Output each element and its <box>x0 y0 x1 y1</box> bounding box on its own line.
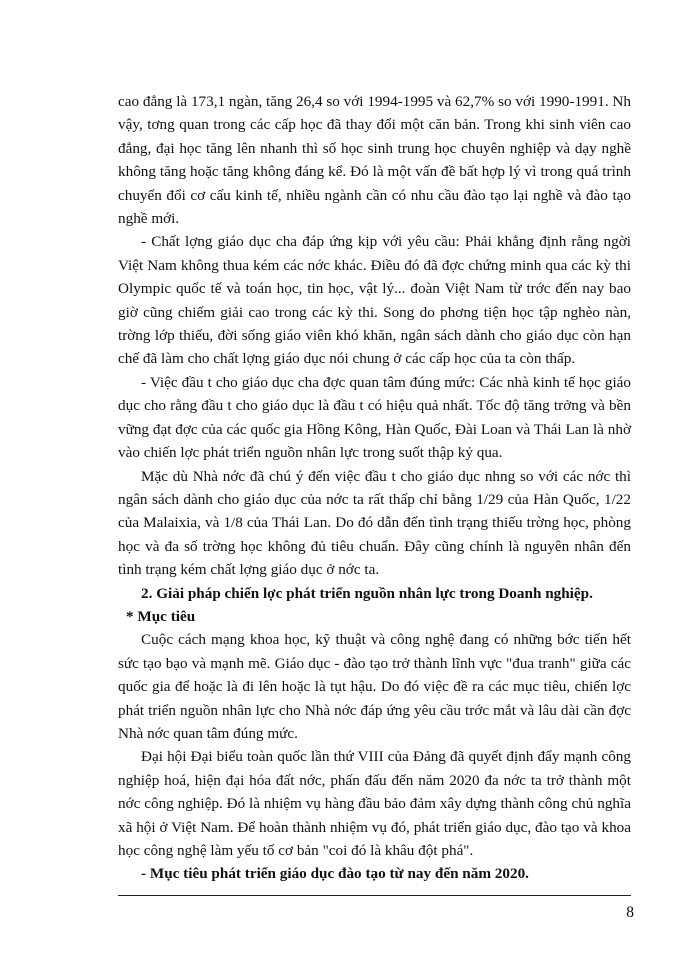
page-number: 8 <box>626 904 634 921</box>
paragraph-party-congress: Đại hội Đại biểu toàn quốc lần thứ VIII của Đảng đã quyết định đẩy mạnh công nghiệp hoá, hiện đại hóa đất nớc, phấn đấu đến năm 2020 đa nớc ta trở thành một nớc công nghiệp. Đó là nhiệm vụ hàng đầu bảo đảm xây dựng thành công chủ nghĩa xã hội ở Việt Nam. Để hoàn thành nhiệm vụ đó, phát triển giáo dục, đào tạo và khoa học công nghệ làm yếu tố cơ bản "coi đó là khâu đột phá". <box>118 748 631 859</box>
paragraph-education-investment: - Việc đầu t cho giáo dục cha đợc quan tâm đúng mức: Các nhà kinh tế học giáo dục cho rằng đầu t cho giáo dục là đầu t có hiệu quả nhất. Tốc độ tăng trởng và bền vững đạt đợc của các quốc gia Hồng Kông, Hàn Quốc, Đài Loan và Thái Lan là nhờ vào chiến lợc phát triển nguồn nhân lực trong suốt thập kỷ qua. <box>118 373 631 462</box>
paragraph-education-quality: - Chất lợng giáo dục cha đáp ứng kịp với yêu cầu: Phải khẳng định rằng ngời Việt Nam không thua kém các nớc khác. Điều đó đã đợc chứng minh qua các kỳ thi Olympic quốc tế và toán học, tin học, vật lý... đoàn Việt Nam từ trớc đến nay bao giờ cũng chiếm giải cao trong các kỳ thi. Song do phơng tiện học tập nghèo nàn, trờng lớp thiếu, đời sống giáo viên khó khăn, ngân sách dành cho giáo dục còn hạn chế đã làm cho chất lợng giáo dục nói chung ở các cấp học của ta còn thấp. <box>118 233 631 368</box>
paragraph-state-budget: Mặc dù Nhà nớc đã chú ý đến việc đầu t cho giáo dục nhng so với các nớc thì ngân sách dành cho giáo dục của nớc ta rất thấp chỉ bằng 1/29 của Hàn Quốc, 1/22 của Malaixia, và 1/8 của Thái Lan. Do đó dẫn đến tình trạng thiếu trờng học, phòng học và đa số trờng học không đủ tiêu chuẩn. Đây cũng chính là nguyên nhân đến tình trạng kém chất lợng giáo dục ở nớc ta. <box>118 467 631 579</box>
subheading-education-goals-2020: - Mục tiêu phát triển giáo dục đào tạo từ nay đến năm 2020. <box>141 865 529 883</box>
document-body <box>118 90 631 886</box>
subheading-objectives: * Mục tiêu <box>126 607 196 625</box>
section-heading-strategy: 2. Giải pháp chiến lợc phát triển nguồn nhân lực trong Doanh nghiệp. <box>141 584 593 602</box>
paragraph-enrollment-stats: cao đẳng là 173,1 ngàn, tăng 26,4 so với 1994-1995 và 62,7% so với 1990-1991. Nh vậy, tơng quan trong các cấp học đã thay đổi một căn bản. Trong khi sinh viên cao đẳng, đại học tăng lên nhanh thì số học sinh trung học chuyên nghiệp và dạy nghề không tăng hoặc tăng không đáng kể. Đó là một vấn đề bất hợp lý vì trong quá trình chuyển đổi cơ cấu kinh tế, nhiều ngành cần có nhu cầu đào tạo lại nghề và đào tạo nghề mới. <box>118 93 631 228</box>
footer-divider <box>118 895 631 896</box>
paragraph-revolution: Cuộc cách mạng khoa học, kỹ thuật và công nghệ đang có những bớc tiến hết sức tạo bạo và mạnh mẽ. Giáo dục - đào tạo trở thành lĩnh vực "đua tranh" giữa các quốc gia để hoặc là đi lên hoặc là tụt hậu. Do đó việc đề ra các mục tiêu, chiến lợc phát triển nguồn nhân lực cho Nhà nớc đáp ứng yêu cầu trớc mắt và lâu dài cần đợc Nhà nớc quan tâm đúng mức. <box>118 631 631 742</box>
